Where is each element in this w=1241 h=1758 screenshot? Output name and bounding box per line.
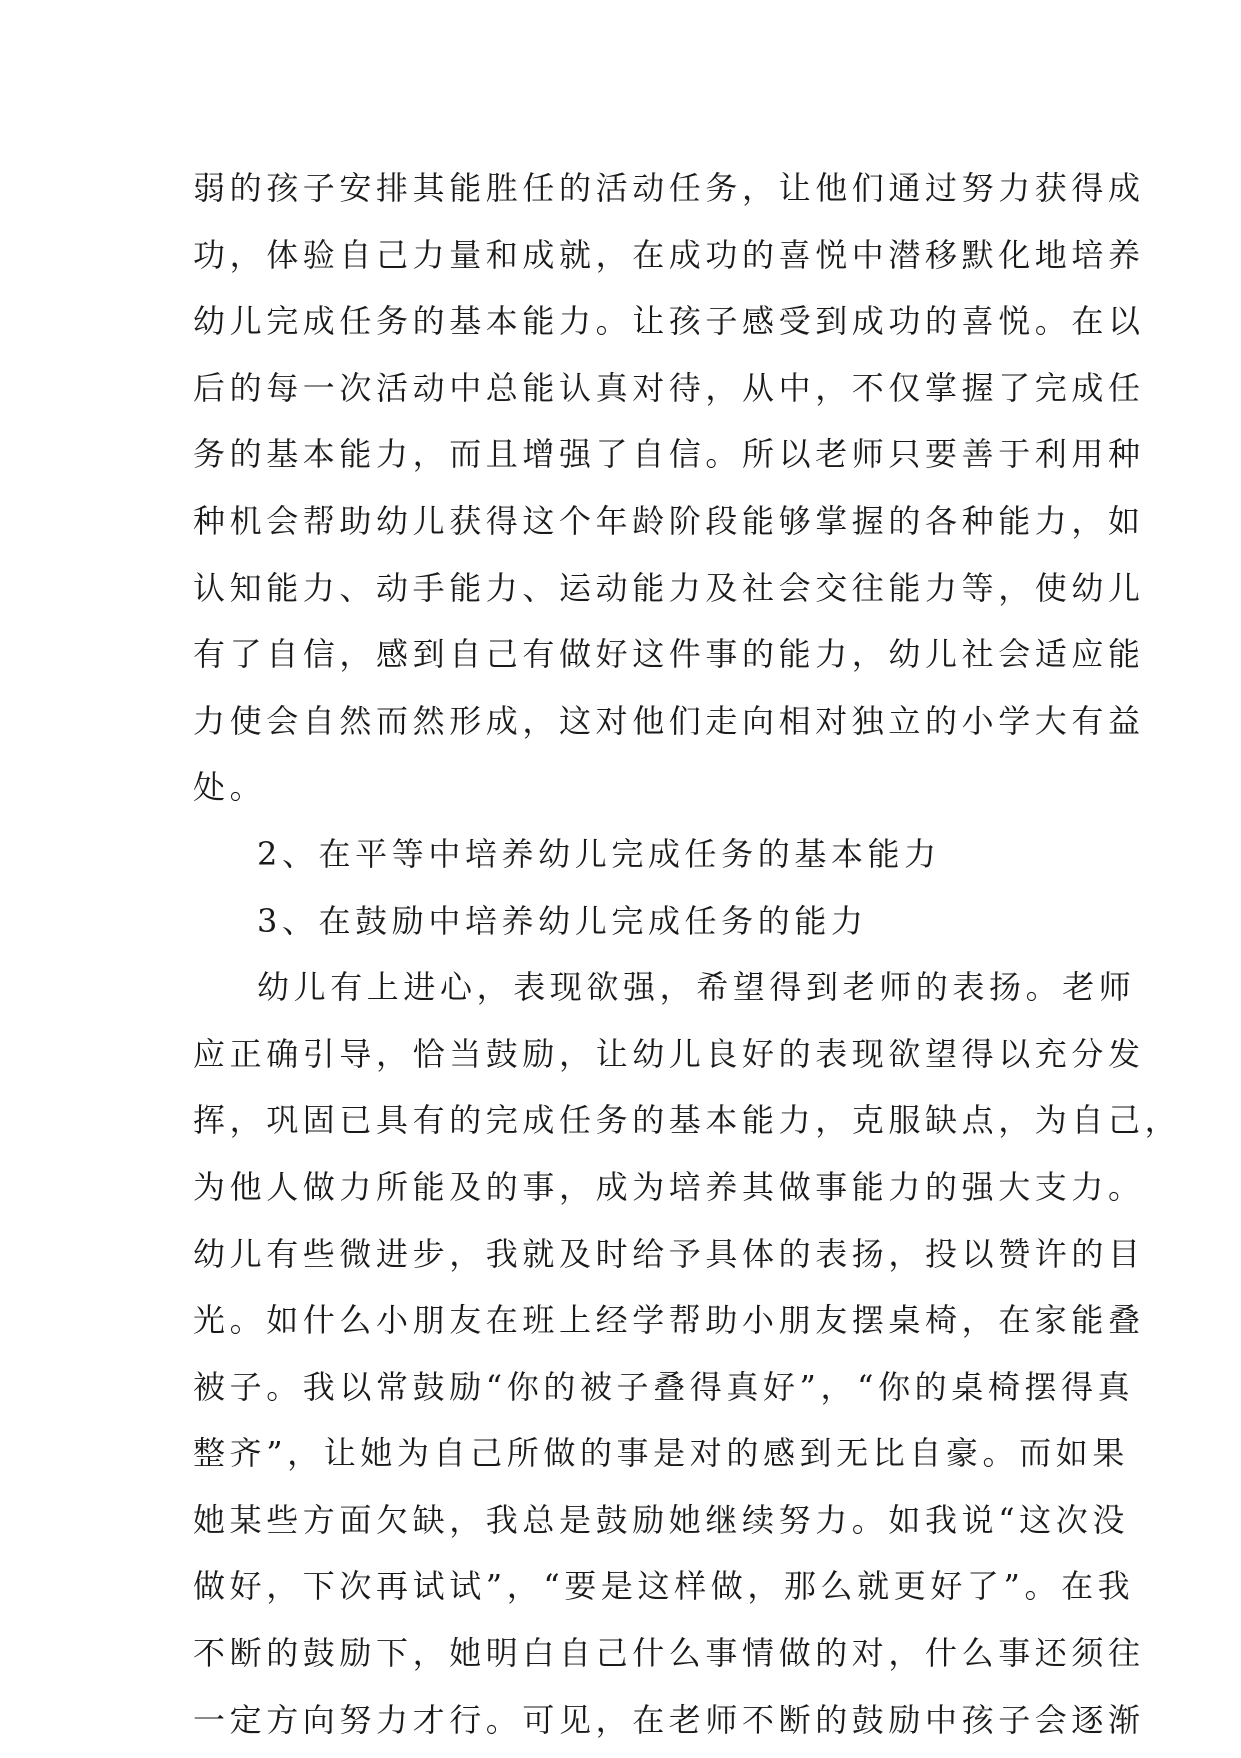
text-line: 务的基本能力，而且增强了自信。所以老师只要善于利用种: [193, 435, 1145, 474]
text-line: 有了自信，感到自己有做好这件事的能力，幼儿社会适应能: [193, 635, 1145, 674]
text-line: 不断的鼓励下，她明白自己什么事情做的对，什么事还须往: [193, 1634, 1145, 1673]
text-line: 幼儿有些微进步，我就及时给予具体的表扬，投以赞许的目: [193, 1234, 1145, 1273]
text-line: 功，体验自己力量和成就，在成功的喜悦中潜移默化地培养: [193, 235, 1145, 274]
text-line: 后的每一次活动中总能认真对待，从中，不仅掌握了完成任: [193, 368, 1145, 407]
section-heading: 2、在平等中培养幼儿完成任务的基本能力: [257, 834, 941, 873]
text-line: 做好，下次再试试”，“要是这样做，那么就更好了”。在我: [193, 1567, 1135, 1606]
text-line: 弱的孩子安排其能胜任的活动任务，让他们通过努力获得成: [193, 169, 1145, 207]
text-line: 被子。我以常鼓励“你的被子叠得真好”，“你的桌椅摆得真: [193, 1367, 1135, 1406]
section-heading: 3、在鼓励中培养幼儿完成任务的能力: [257, 901, 868, 940]
text-line: 整齐”，让她为自己所做的事是对的感到无比自豪。而如果: [193, 1434, 1129, 1473]
text-line: 光。如什么小朋友在班上经学帮助小朋友摆桌椅，在家能叠: [193, 1301, 1145, 1340]
text-line: 挥，巩固已具有的完成任务的基本能力，克服缺点，为自己，: [193, 1101, 1182, 1140]
text-line: 种机会帮助幼儿获得这个年龄阶段能够掌握的各种能力，如: [193, 501, 1145, 540]
text-line: 她某些方面欠缺，我总是鼓励她继续努力。如我说“这次没: [193, 1500, 1129, 1539]
paragraph-start: 幼儿有上进心，表现欲强，希望得到老师的表扬。老师: [257, 968, 1136, 1007]
text-line: 为他人做力所能及的事，成为培养其做事能力的强大支力。: [193, 1167, 1145, 1206]
text-line: 一定方向努力才行。可见，在老师不断的鼓励中孩子会逐渐: [193, 1700, 1145, 1739]
text-line: 处。: [193, 768, 267, 807]
text-line: 应正确引导，恰当鼓励，让幼儿良好的表现欲望得以充分发: [193, 1034, 1145, 1073]
text-line: 认知能力、动手能力、运动能力及社会交往能力等，使幼儿: [193, 568, 1145, 607]
text-line: 力使会自然而然形成，这对他们走向相对独立的小学大有益: [193, 701, 1145, 740]
text-line: 幼儿完成任务的基本能力。让孩子感受到成功的喜悦。在以: [193, 302, 1145, 341]
body-text: [193, 160, 1182, 1758]
